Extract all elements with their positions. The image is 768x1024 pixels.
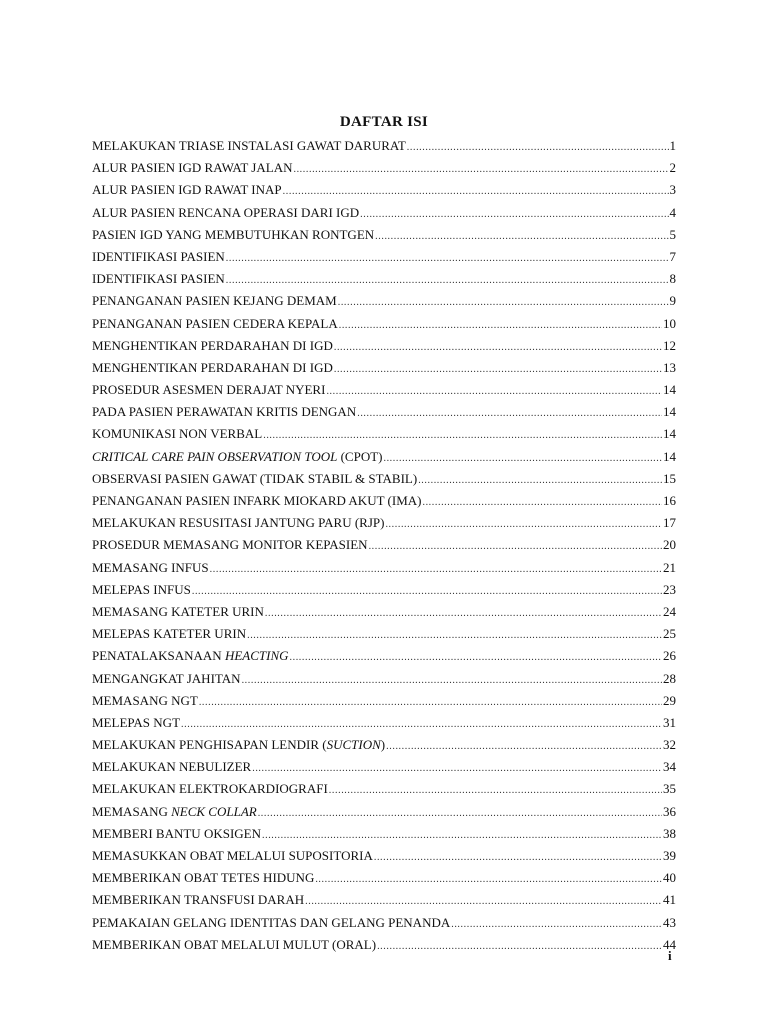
toc-entry-page: 44 — [663, 936, 676, 952]
toc-dot-leader — [210, 559, 662, 581]
toc-dot-leader — [242, 670, 662, 692]
toc-entry-label-part: PASIEN IGD YANG MEMBUTUHKAN RONTGEN — [92, 226, 375, 242]
toc-dot-leader — [386, 736, 662, 758]
toc-entry[interactable] — [92, 135, 676, 157]
toc-dot-leader — [265, 603, 662, 625]
toc-entry-label-part: MENGHENTIKAN PERDARAHAN DI IGD — [92, 359, 333, 375]
toc-dot-leader — [451, 914, 662, 936]
toc-entry[interactable] — [92, 557, 676, 579]
toc-entry-label — [92, 268, 225, 290]
toc-entry-page: 41 — [663, 892, 676, 908]
toc-entry-label-part: MEMBERIKAN OBAT TETES HIDUNG — [92, 870, 315, 886]
toc-entry-page: 8 — [669, 271, 676, 287]
toc-title: DAFTAR ISI — [339, 114, 429, 130]
toc-entry[interactable] — [92, 335, 676, 357]
toc-entry-label-part: MEMASANG — [92, 803, 172, 819]
toc-entry-label — [92, 446, 382, 468]
toc-entry-label — [92, 623, 246, 645]
toc-entry[interactable] — [92, 179, 676, 201]
toc-entry-label-part: MELEPAS KATETER URIN — [92, 626, 247, 642]
toc-dot-leader — [329, 780, 662, 802]
toc-entry-label-part: MEMASANG INFUS — [92, 559, 209, 575]
toc-entry[interactable] — [92, 246, 676, 268]
toc-entry-page: 31 — [663, 714, 676, 730]
toc-entry-label-part: PENATALAKSANAAN — [92, 648, 225, 664]
toc-entry-page: 10 — [663, 315, 676, 331]
toc-entry-page: 26 — [663, 648, 676, 664]
toc-entry-label — [92, 557, 209, 579]
toc-entry-label-part: PENANGANAN PASIEN INFARK MIOKARD AKUT (IMA) — [92, 493, 422, 508]
toc-entry-label — [92, 845, 373, 867]
toc-entry-label-part: ) — [380, 737, 386, 753]
toc-dot-leader — [226, 248, 669, 270]
toc-entry[interactable] — [92, 934, 676, 956]
toc-entry[interactable] — [92, 645, 676, 667]
toc-entry-label-part: HEACTING — [224, 648, 289, 664]
toc-entry-label — [92, 645, 289, 667]
toc-entry-page: 14 — [663, 426, 676, 442]
toc-dot-leader — [360, 204, 668, 226]
toc-entry[interactable] — [92, 778, 676, 800]
toc-dot-leader — [226, 270, 669, 292]
toc-entry[interactable] — [92, 867, 676, 889]
toc-entry-label-part: MELEPAS INFUS — [92, 581, 191, 597]
toc-dot-leader — [334, 337, 662, 359]
toc-dot-leader — [247, 625, 662, 647]
toc-entry-label-part: OBSERVASI PASIEN GAWAT (TIDAK STABIL & STABIL) — [92, 470, 418, 486]
toc-dot-leader — [377, 936, 662, 958]
toc-dot-leader — [192, 581, 662, 603]
toc-dot-leader — [315, 869, 662, 891]
toc-entry[interactable] — [92, 712, 676, 734]
toc-entry-page: 34 — [663, 759, 676, 775]
toc-entry-page: 40 — [663, 870, 676, 886]
toc-entry-label-part: PEMAKAIAN GELANG IDENTITAS DAN GELANG PENANDA — [92, 914, 451, 930]
toc-entry-page: 29 — [663, 692, 676, 708]
toc-dot-leader — [305, 891, 662, 913]
toc-entry-label-part: (CPOT) — [337, 448, 383, 464]
toc-entry-page: 15 — [663, 470, 676, 486]
toc-entry[interactable] — [92, 268, 676, 290]
toc-dot-leader — [283, 181, 669, 203]
toc-entry-page: 23 — [663, 581, 676, 597]
toc-entry-page: 14 — [663, 382, 676, 398]
toc-dot-leader — [418, 470, 662, 492]
toc-entry-page: 13 — [663, 359, 676, 375]
toc-entry-label — [92, 290, 337, 312]
toc-dot-leader — [326, 381, 662, 403]
toc-entry-label — [92, 246, 225, 268]
toc-dot-leader — [263, 425, 662, 447]
toc-entry[interactable] — [92, 534, 676, 556]
toc-entry-label-part: MEMBERIKAN TRANSFUSI DARAH — [92, 892, 305, 908]
toc-entry-label — [92, 313, 338, 335]
toc-entry-label-part: MENGHENTIKAN PERDARAHAN DI IGD — [92, 337, 333, 353]
toc-entry-label-part: PENANGANAN PASIEN KEJANG DEMAM — [92, 293, 337, 309]
toc-entry-label-part: MEMASUKKAN OBAT MELALUI SUPOSITORIA — [92, 848, 373, 863]
toc-entry[interactable] — [92, 801, 676, 823]
toc-entry-label — [92, 490, 421, 512]
toc-dot-leader — [375, 226, 668, 248]
toc-entry-label-part: MEMBERI BANTU OKSIGEN — [92, 825, 261, 841]
toc-entry-page: 35 — [663, 781, 676, 797]
toc-entry-label-part: MELAKUKAN TRIASE INSTALASI GAWAT DARURAT — [92, 138, 406, 153]
toc-entry-page: 14 — [663, 404, 676, 420]
toc-entry-label — [92, 179, 282, 201]
toc-entry[interactable] — [92, 490, 676, 512]
toc-entry[interactable] — [92, 912, 676, 934]
toc-entry[interactable] — [92, 668, 676, 690]
toc-entry[interactable] — [92, 357, 676, 379]
toc-entry-label — [92, 823, 261, 845]
toc-dot-leader — [407, 137, 669, 159]
toc-entry-label — [92, 224, 374, 246]
toc-entry-label-part: IDENTIFIKASI PASIEN — [92, 271, 225, 287]
toc-entry-label — [92, 690, 198, 712]
toc-entry-label-part: MEMBERIKAN OBAT MELALUI MULUT (ORAL) — [92, 936, 377, 952]
toc-entry[interactable] — [92, 845, 676, 867]
toc-entry[interactable] — [92, 290, 676, 312]
toc-entry-page: 36 — [663, 803, 676, 819]
toc-entry-label — [92, 668, 241, 690]
toc-entry-label-part: PROSEDUR MEMASANG MONITOR KEPASIEN — [92, 537, 368, 553]
toc-dot-leader — [290, 647, 663, 669]
toc-entry[interactable] — [92, 823, 676, 845]
toc-entry-label-part: MENGANGKAT JAHITAN — [92, 670, 241, 686]
toc-entry-page: 12 — [663, 337, 676, 353]
toc-entry-label — [92, 157, 292, 179]
toc-entry-label — [92, 135, 406, 157]
toc-entry-page: 1 — [669, 138, 676, 153]
toc-entry-label-part: ALUR PASIEN RENCANA OPERASI DARI IGD — [92, 204, 360, 220]
toc-entry-page: 20 — [663, 537, 676, 553]
toc-entry-label — [92, 734, 385, 756]
toc-entry[interactable] — [92, 690, 676, 712]
toc-entry-label-part: MELAKUKAN ELEKTROKARDIOGRAFI — [92, 781, 328, 797]
toc-entry-label-part: PENANGANAN PASIEN CEDERA KEPALA — [92, 315, 338, 331]
toc-entry-page: 7 — [669, 248, 676, 264]
toc-entry-label-part: MELAKUKAN NEBULIZER — [92, 759, 252, 775]
toc-entry-label — [92, 379, 325, 401]
toc-dot-leader — [258, 803, 662, 825]
toc-dot-leader — [293, 159, 668, 181]
toc-entry-label-part: PADA PASIEN PERAWATAN KRITIS DENGAN — [92, 404, 357, 420]
toc-entry[interactable] — [92, 157, 676, 179]
toc-dot-leader — [181, 714, 662, 736]
toc-entry-page: 32 — [663, 737, 676, 753]
toc-entry-label-part: MEMASANG NGT — [92, 692, 198, 708]
toc-entry-label — [92, 867, 314, 889]
toc-entry-label — [92, 778, 328, 800]
toc-entry[interactable] — [92, 446, 676, 468]
toc-entry-page: 5 — [669, 226, 676, 242]
page-number: i — [668, 948, 672, 963]
toc-entry-label — [92, 801, 257, 823]
toc-entry-page: 16 — [663, 493, 676, 508]
toc-entry-label — [92, 423, 262, 445]
toc-dot-leader — [199, 692, 662, 714]
toc-entry-label-part: ALUR PASIEN IGD RAWAT INAP — [92, 182, 282, 198]
toc-dot-leader — [262, 825, 662, 847]
toc-entry-label-part: NECK COLLAR — [171, 803, 257, 819]
toc-list — [92, 135, 676, 956]
toc-entry[interactable] — [92, 202, 676, 224]
toc-entry[interactable] — [92, 601, 676, 623]
toc-entry[interactable] — [92, 756, 676, 778]
toc-entry-label-part: PROSEDUR ASESMEN DERAJAT NYERI — [92, 382, 326, 398]
toc-entry[interactable] — [92, 423, 676, 445]
toc-entry-label — [92, 512, 384, 534]
toc-dot-leader — [422, 492, 662, 514]
toc-entry-label — [92, 202, 359, 224]
toc-entry-page: 2 — [669, 160, 676, 176]
toc-entry-label — [92, 401, 356, 423]
toc-dot-leader — [357, 403, 662, 425]
toc-entry[interactable] — [92, 313, 676, 335]
toc-entry-label — [92, 579, 191, 601]
toc-entry-label-part: CRITICAL CARE PAIN OBSERVATION TOOL — [92, 448, 338, 464]
toc-entry[interactable] — [92, 889, 676, 911]
toc-dot-leader — [383, 448, 662, 470]
toc-dot-leader — [338, 292, 669, 314]
toc-entry[interactable] — [92, 734, 676, 756]
toc-entry-label-part: ALUR PASIEN IGD RAWAT JALAN — [92, 160, 293, 176]
toc-entry-label — [92, 601, 264, 623]
toc-entry[interactable] — [92, 401, 676, 423]
toc-entry-label — [92, 889, 304, 911]
toc-entry-page: 25 — [663, 626, 676, 642]
toc-entry-page: 3 — [669, 182, 676, 198]
toc-entry-label — [92, 934, 376, 956]
toc-entry-page: 9 — [669, 293, 676, 309]
toc-entry[interactable] — [92, 468, 676, 490]
toc-entry-label-part: MELEPAS NGT — [92, 714, 181, 730]
toc-dot-leader — [369, 536, 662, 558]
toc-entry-page: 14 — [663, 448, 676, 464]
toc-entry-page: 4 — [669, 204, 676, 220]
toc-entry-label — [92, 468, 417, 490]
toc-entry[interactable] — [92, 512, 676, 534]
toc-entry-label-part: KOMUNIKASI NON VERBAL — [92, 426, 263, 442]
toc-entry[interactable] — [92, 579, 676, 601]
toc-entry-page: 17 — [663, 515, 676, 531]
toc-entry-label — [92, 534, 368, 556]
toc-entry-label — [92, 756, 251, 778]
toc-dot-leader — [374, 847, 662, 869]
toc-entry-label-part: MEMASANG KATETER URIN — [92, 603, 264, 619]
toc-entry-label — [92, 712, 180, 734]
toc-dot-leader — [334, 359, 662, 381]
toc-entry[interactable] — [92, 379, 676, 401]
toc-entry-page: 38 — [663, 825, 676, 841]
toc-dot-leader — [339, 315, 662, 337]
toc-entry[interactable] — [92, 623, 676, 645]
toc-entry-label-part: SUCTION — [326, 737, 381, 753]
toc-entry-label-part: MELAKUKAN PENGHISAPAN LENDIR ( — [92, 737, 327, 753]
toc-entry-label — [92, 912, 450, 934]
toc-entry-page: 43 — [663, 914, 676, 930]
toc-entry-label-part: IDENTIFIKASI PASIEN — [92, 248, 225, 264]
toc-entry-page: 28 — [663, 670, 676, 686]
toc-entry-label — [92, 335, 333, 357]
toc-entry[interactable] — [92, 224, 676, 246]
toc-dot-leader — [385, 514, 662, 536]
toc-entry-label-part: MELAKUKAN RESUSITASI JANTUNG PARU (RJP) — [92, 515, 385, 531]
toc-dot-leader — [252, 758, 662, 780]
toc-entry-page: 39 — [663, 848, 676, 863]
toc-entry-page: 21 — [663, 559, 676, 575]
toc-entry-label — [92, 357, 333, 379]
toc-entry-page: 24 — [663, 603, 676, 619]
